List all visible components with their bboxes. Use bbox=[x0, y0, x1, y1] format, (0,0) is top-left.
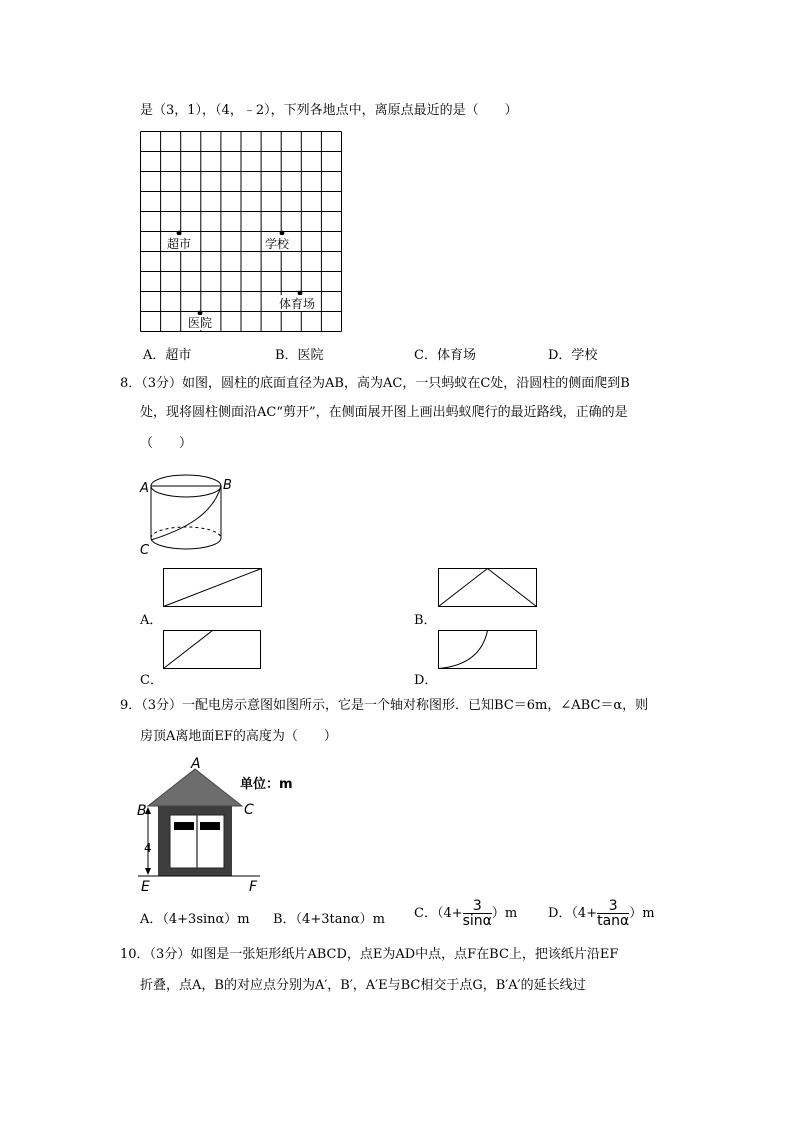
q9-unit-label: 单位：m bbox=[240, 777, 293, 792]
q7-option-d[interactable]: D．学校 bbox=[548, 348, 598, 363]
hospital-dot bbox=[198, 311, 203, 316]
q9-height-label: 4 bbox=[144, 841, 152, 855]
q9-option-d[interactable] bbox=[548, 899, 655, 928]
q9-option-b[interactable]: B．（4+3tanα）m bbox=[273, 912, 385, 927]
q7-option-b[interactable]: B．医院 bbox=[275, 348, 324, 363]
q9-line1: 9．（3分）一配电房示意图如图所示，它是一个轴对称图形．已知BC＝6m，∠ABC＝α，则 bbox=[120, 698, 649, 713]
q9-option-c-numerator: 3 bbox=[463, 899, 492, 914]
q9-option-c-suffix: ）m bbox=[491, 906, 518, 921]
q7-option-c[interactable]: C．体育场 bbox=[414, 348, 476, 363]
q8-option-a-figure bbox=[163, 568, 263, 608]
q8-option-d[interactable]: D． bbox=[414, 673, 438, 688]
q8-line3: （ ） bbox=[140, 436, 193, 451]
q9-option-d-fraction bbox=[597, 899, 629, 928]
q7-grid-map bbox=[140, 131, 342, 331]
q8-option-c-figure bbox=[163, 630, 263, 670]
q9-label-a: A bbox=[191, 756, 201, 772]
q8-label-a: A bbox=[140, 481, 149, 496]
q9-option-a[interactable]: A．（4+3sinα）m bbox=[140, 912, 250, 927]
q9-house-figure bbox=[136, 756, 306, 895]
q9-label-f: F bbox=[249, 879, 258, 895]
supermarket-label: 超市 bbox=[167, 237, 192, 251]
q8-label-c: C bbox=[140, 543, 150, 558]
q10-line1: 10．（3分）如图是一张矩形纸片ABCD，点E为AD中点，点F在BC上，把该纸片沿EF bbox=[120, 947, 619, 962]
q9-option-c[interactable] bbox=[414, 899, 517, 928]
q8-option-b[interactable]: B． bbox=[414, 613, 437, 628]
q9-option-c-fraction bbox=[463, 899, 492, 928]
q8-option-b-figure bbox=[438, 568, 538, 608]
q9-option-c-denominator: sinα bbox=[462, 913, 492, 929]
q10-line2: 折叠，点A，B的对应点分别为A′，B′，A′E与BC相交于点G，B′A′的延长线过 bbox=[140, 978, 586, 993]
q9-line2: 房顶A离地面EF的高度为（ ） bbox=[140, 729, 337, 744]
q8-line2: 处，现将圆柱侧面沿AC“剪开”，在侧面展开图上画出蚂蚁爬行的最近路线，正确的是 bbox=[140, 405, 628, 420]
q7-stem-tail: 是（3，1），（4，﹣2），下列各地点中，离原点最近的是（ ） bbox=[140, 103, 518, 118]
q8-line1: 8．（3分）如图，圆柱的底面直径为AB，高为AC，一只蚂蚁在C处，沿圆柱的侧面爬到B bbox=[120, 376, 630, 391]
q8-option-c[interactable]: C． bbox=[140, 673, 163, 688]
q9-label-b: B bbox=[137, 803, 147, 819]
q9-option-d-numerator: 3 bbox=[597, 899, 629, 914]
q8-option-a[interactable]: A． bbox=[140, 613, 163, 628]
q8-label-b: B bbox=[223, 478, 232, 493]
supermarket-dot bbox=[177, 231, 182, 236]
hospital-label: 医院 bbox=[188, 316, 213, 330]
stadium-label: 体育场 bbox=[279, 297, 316, 311]
q9-option-d-prefix: D．（4+ bbox=[548, 906, 598, 921]
q7-option-a[interactable]: A．超市 bbox=[143, 348, 192, 363]
school-label: 学校 bbox=[265, 237, 290, 251]
q9-label-c: C bbox=[244, 802, 254, 818]
q9-label-e: E bbox=[141, 879, 150, 895]
stadium-dot bbox=[298, 291, 303, 296]
school-dot bbox=[280, 231, 285, 236]
q9-option-c-prefix: C．（4+ bbox=[414, 906, 463, 921]
q9-option-d-suffix: ）m bbox=[629, 906, 655, 921]
q8-option-d-figure bbox=[438, 630, 538, 670]
q8-cylinder-figure bbox=[138, 470, 248, 570]
q9-option-d-denominator: tanα bbox=[597, 913, 630, 929]
